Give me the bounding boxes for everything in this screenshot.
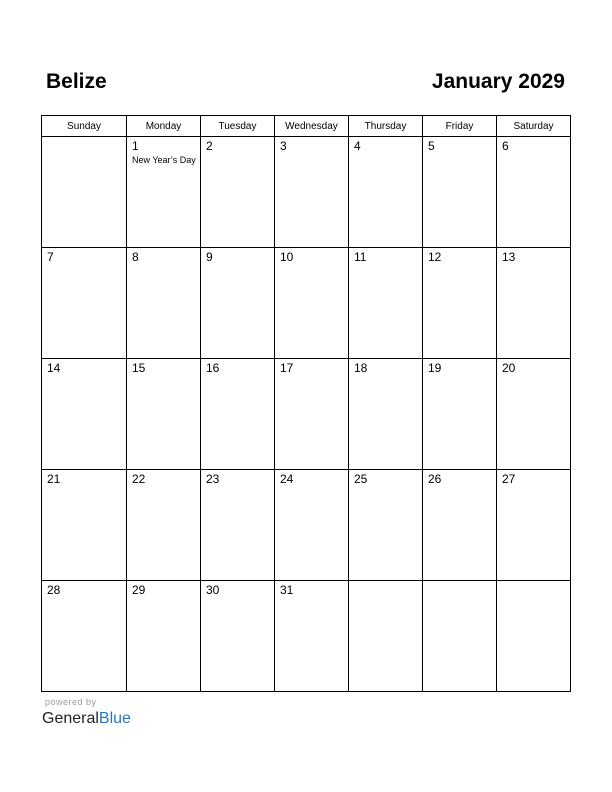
day-cell <box>201 581 275 692</box>
day-number: 14 <box>47 361 61 375</box>
day-cell <box>275 359 349 470</box>
month-year-title: January 2029 <box>431 70 565 93</box>
day-cell <box>497 248 571 359</box>
day-number: 4 <box>354 139 361 153</box>
day-number: 1 <box>132 139 139 153</box>
weekday-header-thursday: Thursday <box>349 116 423 137</box>
day-cell <box>275 248 349 359</box>
day-cell <box>127 581 201 692</box>
day-number: 15 <box>132 361 146 375</box>
day-number: 23 <box>206 472 220 486</box>
week-row <box>42 359 571 470</box>
day-cell <box>42 248 127 359</box>
day-cell <box>423 470 497 581</box>
day-number: 18 <box>354 361 368 375</box>
day-cell <box>127 137 201 248</box>
weekday-header-saturday: Saturday <box>497 116 571 137</box>
day-cell <box>275 581 349 692</box>
day-cell <box>349 581 423 692</box>
calendar-grid <box>41 115 571 692</box>
day-number: 20 <box>502 361 516 375</box>
day-cell <box>275 470 349 581</box>
day-number: 24 <box>280 472 294 486</box>
day-cell <box>42 137 127 248</box>
day-number: 17 <box>280 361 294 375</box>
day-number: 11 <box>354 250 367 264</box>
day-number: 12 <box>428 250 442 264</box>
day-cell <box>349 137 423 248</box>
day-cell <box>349 359 423 470</box>
day-cell <box>42 359 127 470</box>
powered-by-label: powered by <box>45 697 97 707</box>
day-number: 27 <box>502 472 516 486</box>
week-row <box>42 248 571 359</box>
day-number: 13 <box>502 250 516 264</box>
footer-branding <box>42 697 131 729</box>
day-cell <box>497 359 571 470</box>
day-number: 25 <box>354 472 368 486</box>
day-number: 3 <box>280 139 287 153</box>
day-cell <box>423 248 497 359</box>
week-row <box>42 581 571 692</box>
day-number: 31 <box>280 583 294 597</box>
day-number: 29 <box>132 583 146 597</box>
day-cell <box>127 470 201 581</box>
generalblue-logo[interactable] <box>42 709 131 729</box>
day-cell <box>349 470 423 581</box>
day-number: 16 <box>206 361 220 375</box>
day-number: 5 <box>428 139 435 153</box>
weekday-header-friday: Friday <box>423 116 497 137</box>
day-number: 8 <box>132 250 139 264</box>
day-cell <box>42 470 127 581</box>
day-number <box>349 581 422 584</box>
weekday-header-tuesday: Tuesday <box>201 116 275 137</box>
day-number: 22 <box>132 472 146 486</box>
week-row <box>42 470 571 581</box>
brand-name-blue: Blue <box>98 710 131 727</box>
day-number: 6 <box>502 139 509 153</box>
weekday-header-row <box>42 116 571 137</box>
day-cell <box>201 359 275 470</box>
day-cell <box>275 137 349 248</box>
day-number <box>497 581 570 584</box>
day-cell <box>201 470 275 581</box>
day-number: 10 <box>280 250 294 264</box>
holiday-label: New Year’s Day <box>132 155 196 165</box>
brand-name-general: General <box>42 710 99 727</box>
country-title: Belize <box>46 70 107 93</box>
day-cell <box>423 359 497 470</box>
day-number: 2 <box>206 139 213 153</box>
day-cell <box>127 248 201 359</box>
weekday-header-sunday: Sunday <box>42 116 127 137</box>
day-cell <box>349 248 423 359</box>
day-number: 26 <box>428 472 442 486</box>
day-number: 9 <box>206 250 213 264</box>
day-cell <box>42 581 127 692</box>
day-cell <box>201 248 275 359</box>
day-cell <box>497 581 571 692</box>
weekday-header-wednesday: Wednesday <box>275 116 349 137</box>
day-number <box>423 581 496 584</box>
day-number: 30 <box>206 583 220 597</box>
day-cell <box>423 137 497 248</box>
day-number: 28 <box>47 583 61 597</box>
day-cell <box>423 581 497 692</box>
day-cell <box>497 470 571 581</box>
day-number: 7 <box>47 250 54 264</box>
day-cell <box>497 137 571 248</box>
day-cell <box>201 137 275 248</box>
weekday-header-monday: Monday <box>127 116 201 137</box>
week-row <box>42 137 571 248</box>
day-cell <box>127 359 201 470</box>
day-number: 19 <box>428 361 442 375</box>
day-number <box>42 137 126 140</box>
day-number: 21 <box>47 472 61 486</box>
